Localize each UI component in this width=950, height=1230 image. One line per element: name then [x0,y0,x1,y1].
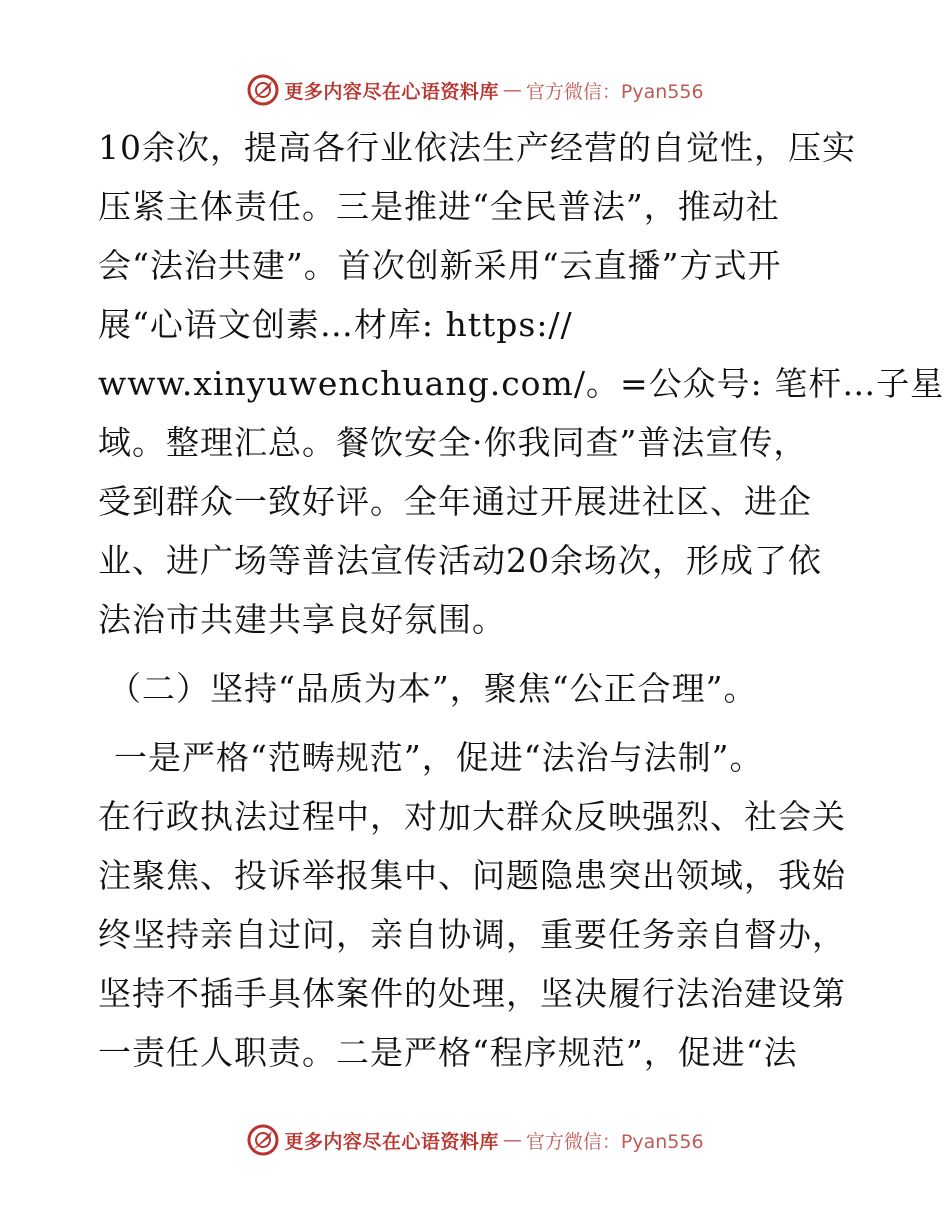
watermark-wechat-text: 官方微信：Pyan556 [525,80,704,103]
body-line: 展“心语文创素…材库: https:// [98,305,573,344]
body-line: 业、进广场等普法宣传活动20余场次，形成了依 [98,541,822,580]
body-line: 域。整理汇总。餐饮安全·你我同查”普法宣传， [98,423,808,462]
paragraph-line: 注聚焦、投诉举报集中、问题隐患突出领域，我始 [98,856,846,895]
watermark-separator: — [502,79,522,101]
document-body [98,118,945,1082]
header-watermark [0,70,950,110]
body-line: 法治市共建共享良好氛围。 [98,600,506,639]
body-line: 会“法治共建”。首次创新采用“云直播”方式开 [98,246,782,285]
paragraph-line: 一是严格“范畴规范”，促进“法治与法制”。 [114,738,764,777]
body-line: 10余次，提高各行业依法生产经营的自觉性，压实 [98,128,856,167]
body-line: www.xinyuwenchuang.com/。=公众号: 笔杆…子星 [98,364,945,403]
watermark-wechat-text: 官方微信：Pyan556 [525,1130,704,1153]
body-line: 压紧主体责任。三是推进“全民普法”，推动社 [98,187,780,226]
paragraph-line: 在行政执法过程中，对加大群众反映强烈、社会关 [98,797,846,836]
paragraph-line: 坚持不插手具体案件的处理，坚决履行法治建设第 [98,974,846,1013]
watermark-separator: — [502,1129,522,1151]
brand-logo-icon [246,1123,280,1157]
paragraph-line: 终坚持亲自过问，亲自协调，重要任务亲自督办， [98,915,846,954]
brand-logo-icon [246,73,280,107]
paragraph-line: 一责任人职责。二是严格“程序规范”，促进“法 [98,1033,798,1072]
body-line: 受到群众一致好评。全年通过开展进社区、进企 [98,482,812,521]
section-heading: （二）坚持“品质为本”，聚焦“公正合理”。 [108,669,758,708]
watermark-brand-text: 更多内容尽在心语资料库 [284,1130,499,1153]
footer-watermark [0,1120,950,1160]
watermark-brand-text: 更多内容尽在心语资料库 [284,80,499,103]
